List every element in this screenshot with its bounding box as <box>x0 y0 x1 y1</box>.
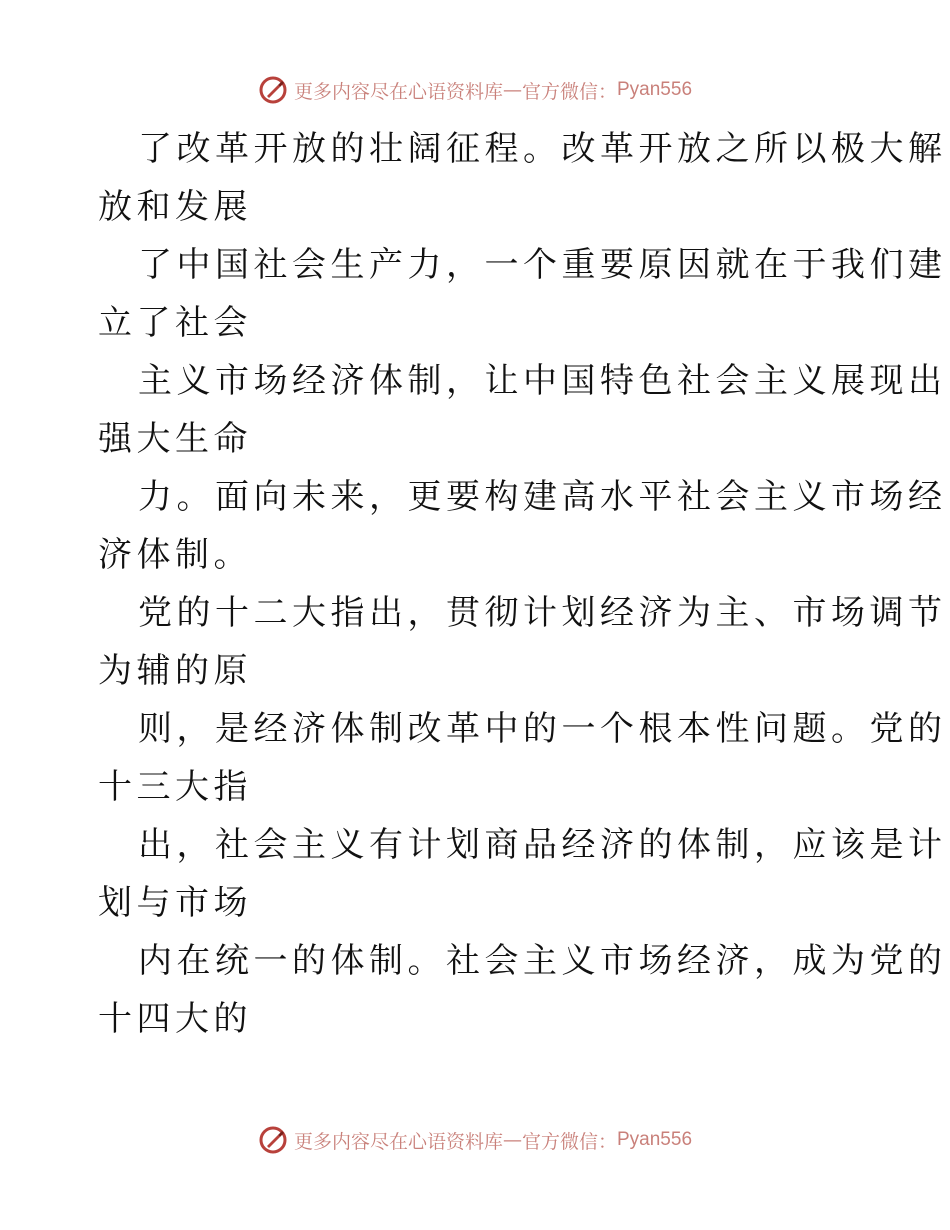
paragraph-line: 十四大的 <box>98 999 252 1039</box>
banner-separator: — <box>502 1129 522 1151</box>
banner-separator: — <box>502 79 522 101</box>
paragraph <box>98 816 947 932</box>
paragraph-line: 了中国社会生产力，一个重要原因就在于我们建 <box>138 245 947 285</box>
paragraph-line: 为辅的原 <box>98 651 252 691</box>
paragraph-line: 划与市场 <box>98 883 252 923</box>
paragraph <box>98 932 947 1048</box>
paragraph <box>98 468 947 584</box>
paragraph-line: 出，社会主义有计划商品经济的体制，应该是计 <box>138 825 947 865</box>
body-text <box>98 120 947 1048</box>
paragraph-line: 放和发展 <box>98 187 252 227</box>
banner-title: 更多内容尽在心语资料库 <box>293 1130 503 1153</box>
paragraph <box>98 120 947 236</box>
header-banner <box>0 70 950 110</box>
paragraph-line: 党的十二大指出，贯彻计划经济为主、市场调节 <box>138 593 947 633</box>
paragraph <box>98 352 947 468</box>
paragraph <box>98 236 947 352</box>
paragraph <box>98 700 947 816</box>
banner-wechat-id: Pyan556 <box>617 1129 693 1150</box>
paragraph-line: 立了社会 <box>98 303 252 343</box>
paragraph-line: 济体制。 <box>98 535 252 575</box>
footer-banner <box>0 1120 950 1160</box>
pen-logo-icon <box>258 75 288 105</box>
paragraph-line: 强大生命 <box>98 419 252 459</box>
pen-logo-icon <box>258 1125 288 1155</box>
paragraph-line: 则，是经济体制改革中的一个根本性问题。党的 <box>138 709 947 749</box>
paragraph-line: 力。面向未来，更要构建高水平社会主义市场经 <box>138 477 947 517</box>
paragraph <box>98 584 947 700</box>
paragraph-line: 了改革开放的壮阔征程。改革开放之所以极大解 <box>138 129 947 169</box>
paragraph-line: 内在统一的体制。社会主义市场经济，成为党的 <box>138 941 947 981</box>
banner-wechat-label: 官方微信： <box>521 1130 617 1153</box>
banner-wechat-id: Pyan556 <box>617 79 693 100</box>
banner-title: 更多内容尽在心语资料库 <box>293 80 503 103</box>
banner-wechat-label: 官方微信： <box>521 80 617 103</box>
paragraph-line: 主义市场经济体制，让中国特色社会主义展现出 <box>138 361 947 401</box>
paragraph-line: 十三大指 <box>98 767 252 807</box>
